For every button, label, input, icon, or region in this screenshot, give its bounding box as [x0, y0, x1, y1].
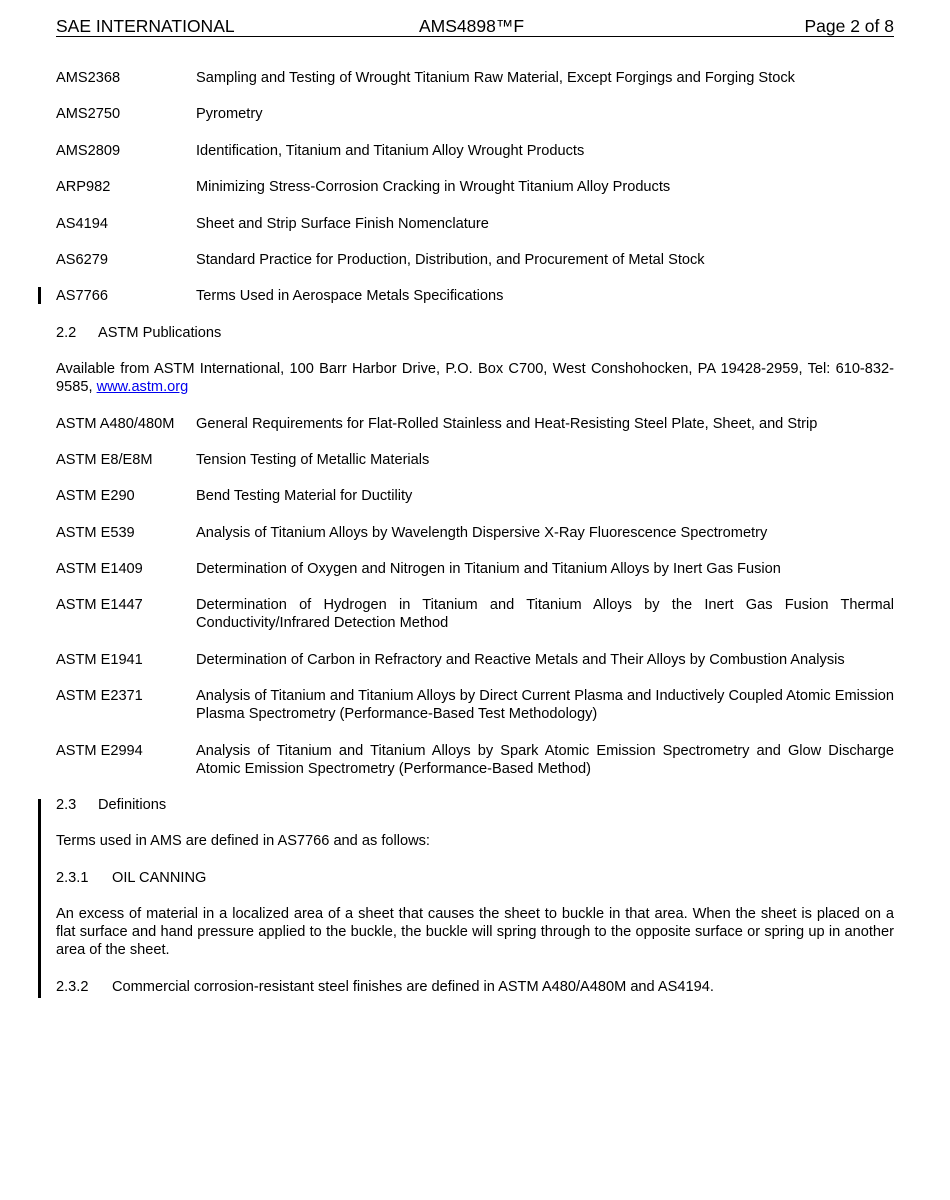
reference-item: [56, 287, 894, 305]
reference-code: ASTM E1941: [56, 651, 143, 668]
reference-item: [56, 415, 894, 433]
reference-code: AS6279: [56, 251, 108, 268]
reference-title: Analysis of Titanium Alloys by Wavelength Dispersive X-Ray Fluorescence Spectrometry: [196, 524, 768, 541]
reference-code: ASTM E1409: [56, 561, 143, 578]
reference-title: Analysis of Titanium and Titanium Alloys by Direct Current Plasma and Inductively Coupled Atomic Emission Plasma Spectrometry (Performance-Based Test Methodology): [196, 688, 894, 723]
change-bar: [38, 799, 41, 998]
reference-title: Bend Testing Material for Ductility: [196, 488, 413, 505]
reference-code: ASTM E2994: [56, 742, 143, 759]
subsection-heading-oil-canning: [56, 869, 894, 887]
reference-title: Tension Testing of Metallic Materials: [196, 451, 430, 468]
reference-code: ASTM E8/E8M: [56, 451, 153, 468]
subsection-title: OIL CANNING: [112, 869, 207, 886]
reference-item: [56, 560, 894, 578]
reference-code: AMS2809: [56, 142, 121, 159]
reference-item: [56, 105, 894, 123]
document-body: [56, 69, 894, 1014]
header-org: SAE INTERNATIONAL: [56, 16, 235, 36]
reference-code: AMS2750: [56, 106, 121, 123]
reference-title: Sampling and Testing of Wrought Titanium Raw Material, Except Forgings and Forging Stock: [196, 70, 795, 86]
reference-code: ASTM E2371: [56, 688, 143, 705]
reference-title: Standard Practice for Production, Distribution, and Procurement of Metal Stock: [196, 251, 705, 268]
reference-code: ASTM E539: [56, 524, 135, 541]
astm-contact-text: Available from ASTM International, 100 Barr Harbor Drive, P.O. Box C700, West Conshohocken, PA 19428-2959, Tel: 610-832-9585,: [56, 361, 894, 396]
reference-title: Minimizing Stress-Corrosion Cracking in Wrought Titanium Alloy Products: [196, 179, 671, 196]
astm-contact-paragraph: [56, 360, 894, 396]
reference-title: Terms Used in Aerospace Metals Specifications: [196, 288, 504, 305]
section-number: 2.2: [56, 324, 77, 341]
reference-code: AS7766: [56, 288, 108, 305]
reference-title: Sheet and Strip Surface Finish Nomenclature: [196, 215, 489, 232]
reference-title: Determination of Oxygen and Nitrogen in Titanium and Titanium Alloys by Inert Gas Fusion: [196, 561, 781, 578]
header-page-number: Page 2 of 8: [804, 16, 894, 36]
change-bar: [38, 287, 41, 304]
reference-item: [56, 69, 894, 87]
page-header: [56, 16, 894, 37]
reference-item: [56, 215, 894, 233]
reference-code: ASTM A480/480M: [56, 415, 175, 432]
astm-reference-list: [56, 415, 894, 778]
reference-item: [56, 251, 894, 269]
reference-item: [56, 687, 894, 723]
reference-title: Identification, Titanium and Titanium Alloy Wrought Products: [196, 142, 585, 159]
reference-code: ASTM E1447: [56, 597, 143, 614]
reference-title: Analysis of Titanium and Titanium Alloys by Spark Atomic Emission Spectrometry and Glow Discharge Atomic Emission Spectrometry (Performance-Based Method): [196, 742, 894, 777]
finishes-text: Commercial corrosion-resistant steel finishes are defined in ASTM A480/A480M and AS4194.: [112, 978, 714, 995]
header-doc-id: AMS4898™F: [419, 16, 525, 36]
section-title: Definitions: [98, 797, 167, 814]
reference-item: [56, 487, 894, 505]
section-heading-astm: [56, 324, 894, 342]
reference-code: ASTM E290: [56, 488, 135, 505]
reference-item: [56, 524, 894, 542]
subsection-finishes: [56, 978, 894, 996]
reference-code: AMS2368: [56, 70, 121, 86]
definitions-intro: Terms used in AMS are defined in AS7766 and as follows:: [56, 833, 430, 850]
astm-website-link[interactable]: www.astm.org: [96, 379, 189, 396]
subsection-number: 2.3.2: [56, 978, 89, 995]
section-heading-definitions: [56, 796, 894, 814]
reference-title: Determination of Carbon in Refractory and Reactive Metals and Their Alloys by Combustion Analysis: [196, 651, 845, 668]
subsection-number: 2.3.1: [56, 869, 89, 886]
reference-item: [56, 651, 894, 669]
reference-item: [56, 142, 894, 160]
reference-item: [56, 451, 894, 469]
sae-reference-list: [56, 69, 894, 305]
reference-code: AS4194: [56, 215, 108, 232]
section-title: ASTM Publications: [98, 324, 222, 341]
reference-code: ARP982: [56, 179, 111, 196]
reference-title: General Requirements for Flat-Rolled Stainless and Heat-Resisting Steel Plate, Sheet, and Strip: [196, 415, 818, 432]
reference-title: Determination of Hydrogen in Titanium and Titanium Alloys by the Inert Gas Fusion Thermal Conductivity/Infrared Detection Method: [196, 597, 894, 632]
reference-title: Pyrometry: [196, 106, 263, 123]
section-number: 2.3: [56, 797, 77, 814]
reference-item: [56, 742, 894, 778]
reference-item: [56, 178, 894, 196]
reference-item: [56, 596, 894, 632]
oil-canning-definition: An excess of material in a localized area of a sheet that causes the sheet to buckle in that area. When the sheet is placed on a flat surface and hand pressure applied to the buckle, the buckle will spring through to the opposite surface or spring up in another area of the sheet.: [56, 906, 894, 959]
